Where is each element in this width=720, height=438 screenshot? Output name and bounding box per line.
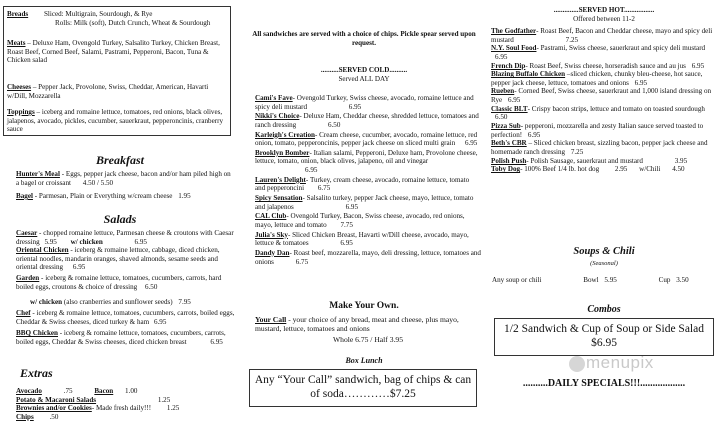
item-desc: Pastrami, Swiss cheese, sauerkraut and spicy deli mustard	[540, 44, 706, 53]
hot-sandwich-list	[491, 27, 717, 174]
caesar-chicken-label: w/ chicken	[70, 237, 103, 246]
soups-title: Soups & Chili	[573, 246, 635, 257]
combo-box	[494, 318, 714, 356]
caesar-name: Caesar	[16, 229, 38, 237]
brownies-label: Brownies and/or Cookies	[16, 404, 92, 413]
item-price: 6.95	[527, 130, 541, 139]
bbq-price: 6.95	[210, 337, 223, 346]
cold-sandwich-list	[255, 94, 481, 267]
item-name: N.Y. Soul Food	[491, 44, 537, 53]
chef-name: Chef	[16, 309, 31, 317]
sandwich-intro: All sandwiches are served with a choice of chips. Pickle spear served upon request.	[252, 30, 476, 47]
meats-text: Deluxe Ham, Ovengold Turkey, Salsalito Turkey, Chicken Breast, Roast Beef, Corned Beef, Salami, Pastrami, Pepperoni, Bacon, Tuna & Chicken salad	[7, 39, 220, 65]
cold-item: Nikki's Choice- Deluxe Ham, Cheddar cheese, shredded lettuce, tomatoes and ranch dressing 6.50	[255, 112, 479, 129]
avocado-price: .75	[63, 387, 73, 395]
hot-item: Polish Push- Polish Sausage, sauerkraut and mustard 3.95	[491, 156, 688, 165]
oriental-desc: iceberg & romaine lettuce, cabbage, diced chicken, oriental noodles, mandarin oranges, shaved almonds, sesame seeds and oriental dressing	[16, 246, 220, 272]
salads-title: Salads	[103, 212, 137, 226]
garden-chicken-label: w/ chicken	[30, 298, 63, 306]
item-desc: Roast beef, mozzarella, mayo, deli dressing, lettuce, tomatoes and onions	[255, 248, 481, 266]
make-your-own-title: Make Your Own.	[329, 301, 399, 311]
box-lunch-text: Any “Your Call” sandwich, bag of chips & can of soda…………$7.25	[254, 374, 472, 401]
oriental-price: 6.95	[72, 263, 86, 272]
cold-item: CAL Club- Ovengold Turkey, Bacon, Swiss cheese, avocado, red onions, mayo, lettuce and tomato 7.75	[255, 212, 465, 229]
item-extra: w/Chili	[639, 165, 661, 174]
item-name: Dandy Dan	[255, 248, 290, 257]
item-price: 3.95	[674, 156, 688, 165]
item-name: Brooklyn Bomber	[255, 148, 310, 157]
item-desc: Salsalito turkey, pepper Jack cheese, mayo, lettuce, tomato and jalapenos	[255, 194, 474, 211]
cup-label: Cup	[658, 276, 671, 284]
item-price: 6.50	[495, 113, 508, 122]
extras-row-4	[16, 413, 236, 422]
cold-item: Brooklyn Bomber- Italian salami, Pepperoni, Deluxe ham, Provolone cheese, lettuce, tomato, onion, black olives, jalapeno, oil and vinegar 6.95	[255, 148, 478, 175]
garden-price: 6.50	[144, 282, 158, 291]
breakfast-title: Breakfast	[96, 153, 144, 167]
extras-row-2	[16, 396, 236, 405]
extras-row-1	[16, 387, 236, 396]
item-name: Pizza Sub	[491, 122, 521, 131]
extras-row-3: Brownies and/or Cookies- Made fresh daily!!! 1.25	[16, 404, 180, 413]
item-desc: Sliced Chicken Breast, Havarti w/Dill cheese, avocado, mayo, lettuce & tomatoes	[255, 230, 469, 248]
item-price: 6.95	[340, 239, 353, 248]
hot-item: Toby Dog- 100% Beef 1/4 lb. hot dog 2.95 w/Chili 4.50	[491, 165, 685, 174]
cold-item: Lauren's Delight- Turkey, cream cheese, avocado, romaine lettuce, tomato and pepperoncini 6.75	[255, 175, 470, 193]
item-name: Cami's Fave	[255, 94, 293, 102]
combos-title: Combos	[587, 304, 621, 315]
hunters-meal: Hunter's Meal - Eggs, pepper jack cheese, bacon and/or ham piled high on a bagel or croissant 4.50 / 5.50	[16, 170, 231, 187]
item-price: 7.25	[565, 35, 579, 44]
chips-price: .50	[49, 412, 59, 421]
hunters-meal-price: 4.50 / 5.50	[82, 178, 114, 187]
brownies-price: 1.25	[166, 404, 180, 413]
watermark: menupix	[586, 353, 654, 372]
bagel-desc: Parmesan, Plain or Everything w/cream cheese	[38, 192, 173, 200]
item-name: French Dip	[491, 61, 526, 70]
bowl-label: Bowl	[583, 276, 599, 284]
caesar-price: 5.95	[44, 237, 57, 246]
caesar-chicken-price: 6.95	[134, 237, 147, 246]
salad-chef: Chef - iceberg & romaine lettuce, tomatoes, cucumbers, carrots, boiled eggs, Cheddar & Swiss cheeses, diced turkey & ham 6.95	[16, 309, 235, 326]
soups-row	[492, 276, 716, 285]
soups-subtitle: (Seasonal)	[590, 260, 618, 267]
garden-chicken-price: 7.95	[178, 298, 191, 306]
item-price: 6.95	[305, 166, 318, 175]
avocado-label: Avocado	[16, 387, 42, 395]
breads-sliced: Sliced: Multigrain, Sourdough, & Rye	[43, 10, 153, 18]
item-price: 6.95	[345, 202, 359, 211]
left-column	[0, 0, 240, 438]
oriental-name: Oriental Chicken	[16, 246, 69, 254]
item-name: CAL Club	[255, 212, 287, 221]
item-desc: Crispy bacon strips, lettuce and tomato on toasted sourdough	[531, 104, 705, 113]
soup-label: Any soup or chili	[492, 276, 542, 284]
brownies-note: Made fresh daily!!!	[95, 404, 152, 413]
item-price: 6.75	[317, 184, 331, 193]
item-price: 6.95	[348, 102, 362, 111]
bbq-desc: iceberg & romaine lettuce, tomatoes, cucumbers, carrots, boiled eggs, Cheddar & Swiss cheeses, diced chicken breast	[16, 329, 226, 346]
box-lunch-box	[249, 369, 477, 407]
item-desc: Roast Beef, Bacon and Cheddar cheese, mayo and spicy deli mustard	[491, 27, 713, 44]
item-desc: pepperoni, mozzarella and zesty Italian sauce served toasted to perfection!	[491, 122, 704, 139]
cup-price: 3.50	[676, 276, 689, 284]
item-desc: Cream cheese, cucumber, avocado, romaine lettuce, red onion, tomato, pepperoncinis, pepper jack cheese on sliced multi grain	[255, 130, 478, 148]
bacon-label: Bacon	[94, 387, 114, 395]
bagel: Bagel - Parmesan, Plain or Everything w/cream cheese 1.95	[16, 192, 191, 200]
served-cold-title: ..........SERVED COLD..........	[320, 66, 408, 74]
hot-item: Blazing Buffalo Chicken –sliced chicken, chunky bleu-cheese, hot sauce, pepper jack cheese, lettuce, tomatoes and onions 6.95	[491, 70, 703, 87]
breads-label: Breads	[7, 10, 29, 18]
item-name: Julia's Sky	[255, 230, 288, 239]
item-desc: Ovengold Turkey, Bacon, Swiss cheese, avocado, red onions, mayo, lettuce and tomato	[255, 212, 465, 229]
served-hot-title: ..............SERVED HOT.................	[553, 6, 655, 14]
hot-item: French Dip- Roast Beef, Swiss cheese, horseradish sauce and au jus 6.95	[491, 61, 705, 70]
item-name: Lauren's Delight	[255, 175, 306, 184]
item-desc: Turkey, cream cheese, avocado, romaine lettuce, tomato and pepperoncini	[255, 175, 470, 193]
toppings-section: Toppings – iceberg and romaine lettuce, tomatoes, red onions, black olives, jalapenos, avocado, pickles, cucumber, sauerkraut, pepperoncinis, cranberry sauce	[7, 108, 223, 134]
item-desc: Ovengold Turkey, Swiss cheese, avocado, romaine lettuce and spicy deli mustard	[255, 94, 474, 111]
salad-caesar: Caesar - chopped romaine lettuce, Parmesan cheese & croutons with Caesar dressing 5.95 w/ chicken 6.95	[16, 229, 234, 246]
item-desc: Deluxe Ham, Cheddar cheese, shredded lettuce, tomatoes and ranch dressing	[255, 112, 479, 129]
item-price: 6.95	[634, 78, 648, 87]
item-name: Karleigh's Creation	[255, 130, 315, 139]
cold-item: Spicy Sensation- Salsalito turkey, pepper Jack cheese, mayo, lettuce, tomato and jalapenos 6.95	[255, 194, 474, 211]
item-name: Spicy Sensation	[255, 194, 303, 203]
hot-item: Rueben- Corned Beef, Swiss cheese, sauerkraut and 1,000 island dressing on Rye 6.95	[491, 87, 712, 105]
potato-label: Potato & Macaroni Salads	[16, 395, 97, 404]
hunters-meal-name: Hunter's Meal	[16, 170, 60, 178]
garden-chicken-note: (also cranberries and sunflower seeds)	[63, 298, 173, 306]
salad-bbq-chicken: BBQ Chicken - iceberg & romaine lettuce, tomatoes, cucumbers, carrots, boiled eggs, Cheddar & Swiss cheeses, diced chicken breast 6.95	[16, 329, 226, 346]
box-lunch-title: Box Lunch	[345, 356, 383, 365]
right-column	[488, 0, 720, 438]
cheeses-text: Pepper Jack, Provolone, Swiss, Cheddar, American, Havarti w/Dill, Mozzarella	[7, 83, 209, 100]
hot-item: Beth's CBR – Sliced chicken breast, sizzling bacon, pepper jack cheese and homemade ranch dressing 7.25	[491, 139, 708, 156]
breads-section	[7, 10, 229, 27]
daily-specials: ..........DAILY SPECIALS!!!..................	[522, 378, 686, 389]
item-desc: Corned Beef, Swiss cheese, sauerkraut and 1,000 island dressing on Rye	[491, 87, 712, 105]
chips-label: Chips	[16, 412, 34, 421]
served-hot-subtitle: Offered between 11-2	[573, 15, 635, 23]
salad-oriental: Oriental Chicken - iceberg & romaine lettuce, cabbage, diced chicken, oriental noodles, mandarin oranges, shaved almonds, sesame seeds and oriental dressing 6.95	[16, 246, 220, 272]
cold-item: Dandy Dan- Roast beef, mozzarella, mayo, deli dressing, lettuce, tomatoes and onions 6.75	[255, 248, 481, 266]
served-cold-subtitle: Served ALL DAY	[338, 75, 390, 83]
item-desc: sliced chicken, chunky bleu-cheese, hot sauce, pepper jack cheese, lettuce, tomatoes and onions	[491, 70, 703, 87]
item-name: The Godfather	[491, 27, 537, 35]
hot-item: Classic BLT- Crispy bacon strips, lettuce and tomato on toasted sourdough 6.50	[491, 104, 705, 122]
cold-item: Karleigh's Creation- Cream cheese, cucumber, avocado, romaine lettuce, red onion, tomato, pepperoncinis, pepper jack cheese on sliced multi grain 6.95	[255, 130, 478, 148]
bbq-name: BBQ Chicken	[16, 329, 58, 337]
toppings-text: iceberg and romaine lettuce, tomatoes, red onions, black olives, jalapenos, avocado, pickles, cucumber, sauerkraut, pepperoncinis, cranberry sauce	[7, 108, 223, 134]
your-call-desc: your choice of any bread, meat and cheese, plus mayo, mustard, lettuce, tomatoes and onions	[255, 315, 459, 334]
garden-name: Garden	[16, 274, 40, 282]
meats-section: Meats – Deluxe Ham, Ovengold Turkey, Salsalito Turkey, Chicken Breast, Roast Beef, Corned Beef, Salami, Pastrami, Pepperoni, Bacon, Tuna & Chicken salad	[7, 39, 220, 65]
extras-list	[16, 387, 236, 422]
bagel-name: Bagel	[16, 192, 33, 200]
potato-price: 1.25	[157, 395, 171, 404]
hot-item: Pizza Sub- pepperoni, mozzarella and zesty Italian sauce served toasted to perfection! 6.95	[491, 122, 704, 139]
extras-title: Extras	[20, 366, 53, 380]
hot-item: N.Y. Soul Food- Pastrami, Swiss cheese, sauerkraut and spicy deli mustard 6.95	[491, 44, 706, 61]
bagel-price: 1.95	[178, 192, 191, 200]
salad-garden-chicken	[30, 298, 236, 307]
watermark-logo-icon	[569, 356, 585, 372]
cheeses-section: Cheeses – Pepper Jack, Provolone, Swiss, Cheddar, American, Havarti w/Dill, Mozzarella	[7, 83, 209, 100]
breads-rolls: Rolls: Milk (soft), Dutch Crunch, Wheat & Sourdough	[55, 18, 211, 27]
hunters-meal-desc: Eggs, pepper jack cheese, bacon and/or ham piled high on a bagel or croissant	[16, 170, 231, 187]
combo-text: 1/2 Sandwich & Cup of Soup or Side Salad $6.95	[504, 323, 704, 350]
toppings-label: Toppings	[7, 108, 35, 116]
bacon-price: 1.00	[125, 387, 138, 395]
hot-item: The Godfather- Roast Beef, Bacon and Cheddar cheese, mayo and spicy deli mustard 7.25	[491, 27, 713, 44]
middle-column	[245, 0, 483, 438]
cheeses-label: Cheeses	[7, 83, 32, 91]
item-desc: Polish Sausage, sauerkraut and mustard	[530, 156, 643, 165]
item-desc: Roast Beef, Swiss cheese, horseradish sauce and au jus	[529, 61, 686, 70]
item-name: Beth's CBR	[491, 139, 527, 148]
item-desc: 100% Beef 1/4 lb. hot dog	[524, 165, 600, 174]
your-call-price: Whole 6.75 / Half 3.95	[332, 334, 404, 344]
item-desc: Sliced chicken breast, sizzling bacon, pepper jack cheese and homemade ranch dressing	[491, 139, 708, 156]
chef-price: 6.95	[153, 317, 167, 326]
item-price: 6.75	[295, 257, 309, 266]
item-extra-price: 4.50	[672, 165, 685, 174]
caesar-desc: chopped romaine lettuce, Parmesan cheese & croutons with Caesar dressing	[16, 229, 234, 246]
item-name: Rueben	[491, 87, 515, 96]
item-price: 6.95	[507, 96, 521, 105]
your-call: Your Call - your choice of any bread, meat and cheese, plus mayo, mustard, lettuce, tomatoes and onions Whole 6.75 / Half 3.95	[255, 315, 481, 344]
item-price: 6.95	[464, 139, 478, 148]
item-name: Classic BLT	[491, 104, 528, 113]
garden-desc: iceberg & romaine lettuce, tomatoes, cucumbers, carrots, hard boiled eggs, croutons & choice of dressing	[16, 274, 222, 291]
cold-item: Julia's Sky- Sliced Chicken Breast, Havarti w/Dill cheese, avocado, mayo, lettuce & tomatoes 6.95	[255, 230, 469, 248]
meats-label: Meats	[7, 39, 26, 47]
item-name: Toby Dog	[491, 165, 521, 174]
item-price: 6.95	[495, 52, 508, 61]
chef-desc: iceberg & romaine lettuce, tomatoes, cucumbers, carrots, boiled eggs, Cheddar & Swiss cheeses, diced turkey & ham	[16, 309, 235, 326]
item-name: Blazing Buffalo Chicken	[491, 70, 566, 79]
your-call-label: Your Call	[255, 315, 287, 324]
item-price: 7.75	[340, 220, 353, 229]
item-price: 6.95	[691, 61, 705, 70]
item-name: Nikki's Choice	[255, 112, 300, 121]
item-price: 2.95	[614, 165, 628, 174]
salad-garden: Garden - iceberg & romaine lettuce, tomatoes, cucumbers, carrots, hard boiled eggs, croutons & choice of dressing 6.50	[16, 274, 222, 291]
item-price: 7.25	[570, 147, 584, 156]
cold-item: Cami's Fave- Ovengold Turkey, Swiss cheese, avocado, romaine lettuce and spicy deli mustard 6.95	[255, 94, 474, 111]
item-name: Polish Push	[491, 156, 527, 165]
item-price: 6.50	[327, 120, 341, 129]
bowl-price: 5.95	[604, 276, 617, 284]
item-desc: Italian salami, Pepperoni, Deluxe ham, Provolone cheese, lettuce, tomato, onion, black olives, jalapeno, oil and vinegar	[255, 148, 478, 166]
ingredients-box	[3, 6, 231, 136]
